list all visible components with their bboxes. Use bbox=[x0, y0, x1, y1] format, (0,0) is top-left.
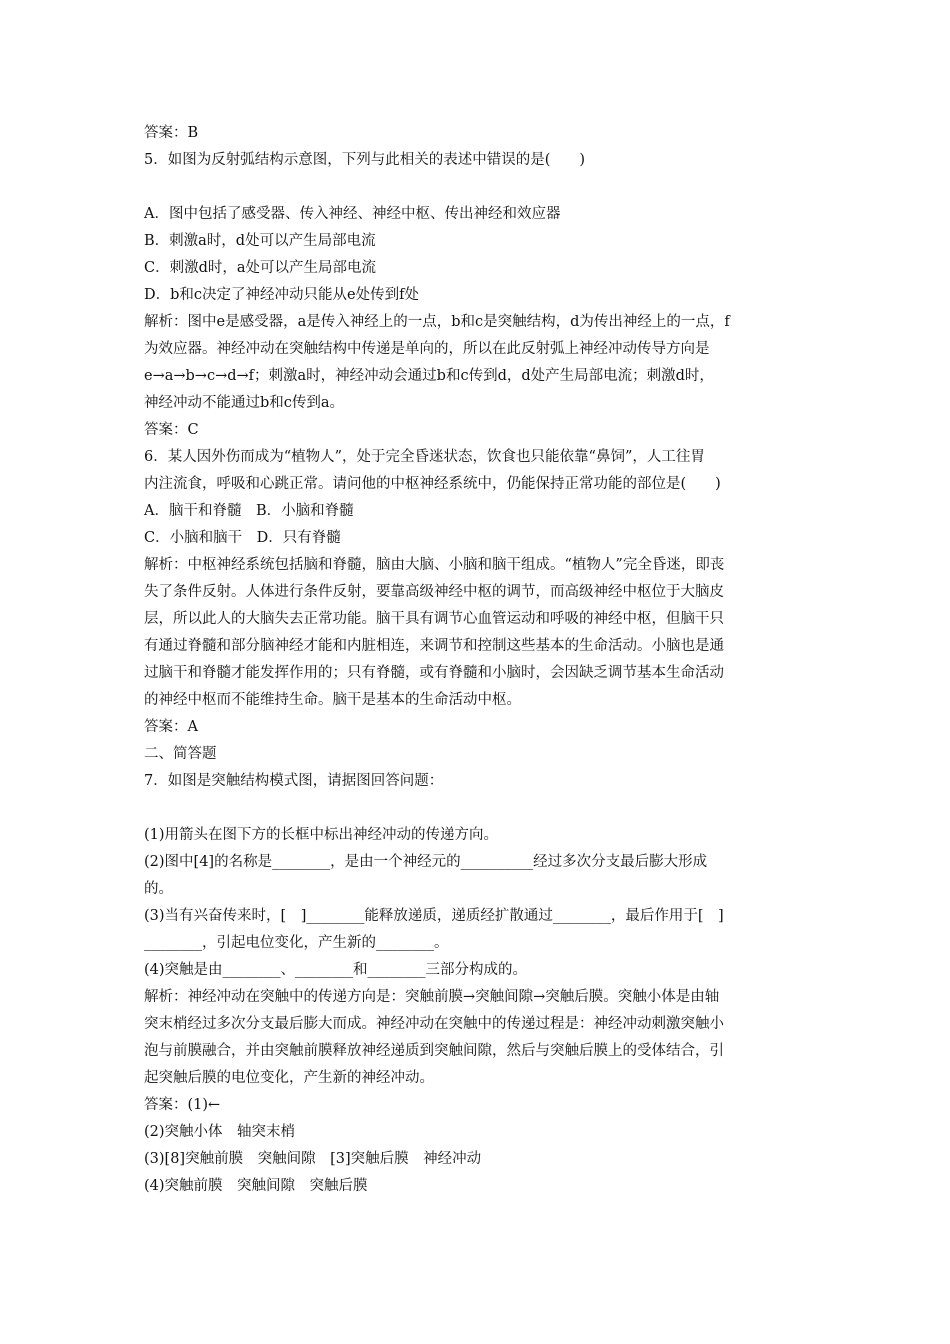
q7-answer-line: 答案：(1)← bbox=[144, 1097, 221, 1113]
q6-analysis-line: 层，所以此人的大脑失去正常功能。脑干具有调节心血管运动和呼吸的神经中枢，但脑干只 bbox=[144, 611, 724, 627]
q7-analysis-line: 泡与前膜融合，并由突触前膜释放神经递质到突触间隙，然后与突触后膜上的受体结合，引 bbox=[144, 1043, 724, 1059]
q6-analysis-line: 解析：中枢神经系统包括脑和脊髓，脑由大脑、小脑和脑干组成。“植物人”完全昏迷，即丧 bbox=[144, 557, 725, 573]
figure-placeholder-q5 bbox=[144, 174, 810, 201]
q6-analysis-line: 失了条件反射。人体进行条件反射，要靠高级神经中枢的调节，而高级神经中枢位于大脑皮 bbox=[144, 584, 724, 600]
q6-analysis-line: 的神经中枢而不能维持生命。脑干是基本的生命活动中枢。 bbox=[144, 692, 521, 708]
q7-answer-line: (2)突触小体 轴突末梢 bbox=[144, 1124, 296, 1140]
q5-analysis-line: 神经冲动不能通过b和c传到a。 bbox=[144, 395, 345, 411]
q6-options-line: A．脑干和脊髓 B．小脑和脊髓 bbox=[144, 503, 354, 519]
q7-stem: 7．如图是突触结构模式图，请据图回答问题： bbox=[144, 773, 444, 789]
q7-sub-line: (2)图中[4]的名称是________，是由一个神经元的__________经过多次分支最后膨大形成 bbox=[144, 854, 708, 870]
q5-option-d: D．b和c决定了神经冲动只能从e处传到f处 bbox=[144, 287, 419, 303]
figure-placeholder-q7 bbox=[144, 795, 810, 822]
q6-analysis-line: 过脑干和脊髓才能发挥作用的；只有脊髓，或有脊髓和小脑时，会因缺乏调节基本生命活动 bbox=[144, 665, 724, 681]
document-page bbox=[144, 120, 810, 1200]
q6-analysis-line: 有通过脊髓和部分脑神经才能和内脏相连，来调节和控制这些基本的生命活动。小脑也是通 bbox=[144, 638, 724, 654]
q7-sub-line: ________，引起电位变化，产生新的________。 bbox=[144, 935, 449, 951]
q7-analysis-line: 起突触后膜的电位变化，产生新的神经冲动。 bbox=[144, 1070, 434, 1086]
q6-stem-line: 6．某人因外伤而成为“植物人”，处于完全昏迷状态，饮食也只能依靠“鼻饲”，人工往胃 bbox=[144, 449, 705, 465]
q7-answer-line: (3)[8]突触前膜 突触间隙 [3]突触后膜 神经冲动 bbox=[144, 1151, 482, 1167]
q5-option-b: B．刺激a时，d处可以产生局部电流 bbox=[144, 233, 376, 249]
section-heading: 二、简答题 bbox=[144, 746, 217, 762]
q5-option-c: C．刺激d时，a处可以产生局部电流 bbox=[144, 260, 377, 276]
q7-sub-line: (1)用箭头在图下方的长框中标出神经冲动的传递方向。 bbox=[144, 827, 499, 843]
q7-answer-line: (4)突触前膜 突触间隙 突触后膜 bbox=[144, 1178, 368, 1194]
q5-stem: 5．如图为反射弧结构示意图，下列与此相关的表述中错误的是( ) bbox=[144, 152, 586, 168]
q5-analysis-line: 解析：图中e是感受器，a是传入神经上的一点，b和c是突触结构，d为传出神经上的一点，f bbox=[144, 314, 730, 330]
q7-sub-line: (4)突触是由________、________和________三部分构成的。 bbox=[144, 962, 528, 978]
q6-answer: 答案：A bbox=[144, 719, 198, 735]
q7-sub-line: 的。 bbox=[144, 881, 173, 897]
q5-analysis-line: 为效应器。神经冲动在突触结构中传递是单向的，所以在此反射弧上神经冲动传导方向是 bbox=[144, 341, 710, 357]
q6-options-line: C．小脑和脑干 D．只有脊髓 bbox=[144, 530, 341, 546]
q7-sub-line: (3)当有兴奋传来时，[ ]________能释放递质，递质经扩散通过________，最后作用于[ ] bbox=[144, 908, 724, 924]
q5-answer: 答案：C bbox=[144, 422, 199, 438]
q5-analysis-line: e→a→b→c→d→f；刺激a时，神经冲动会通过b和c传到d，d处产生局部电流；刺激d时， bbox=[144, 368, 714, 384]
q4-answer: 答案：B bbox=[144, 125, 199, 141]
q7-analysis-line: 突末梢经过多次分支最后膨大而成。神经冲动在突触中的传递过程是：神经冲动刺激突触小 bbox=[144, 1016, 724, 1032]
q7-analysis-line: 解析：神经冲动在突触中的传递方向是：突触前膜→突触间隙→突触后膜。突触小体是由轴 bbox=[144, 989, 720, 1005]
q6-stem-line: 内注流食，呼吸和心跳正常。请问他的中枢神经系统中，仍能保持正常功能的部位是( ) bbox=[144, 476, 721, 492]
q5-option-a: A．图中包括了感受器、传入神经、神经中枢、传出神经和效应器 bbox=[144, 206, 561, 222]
